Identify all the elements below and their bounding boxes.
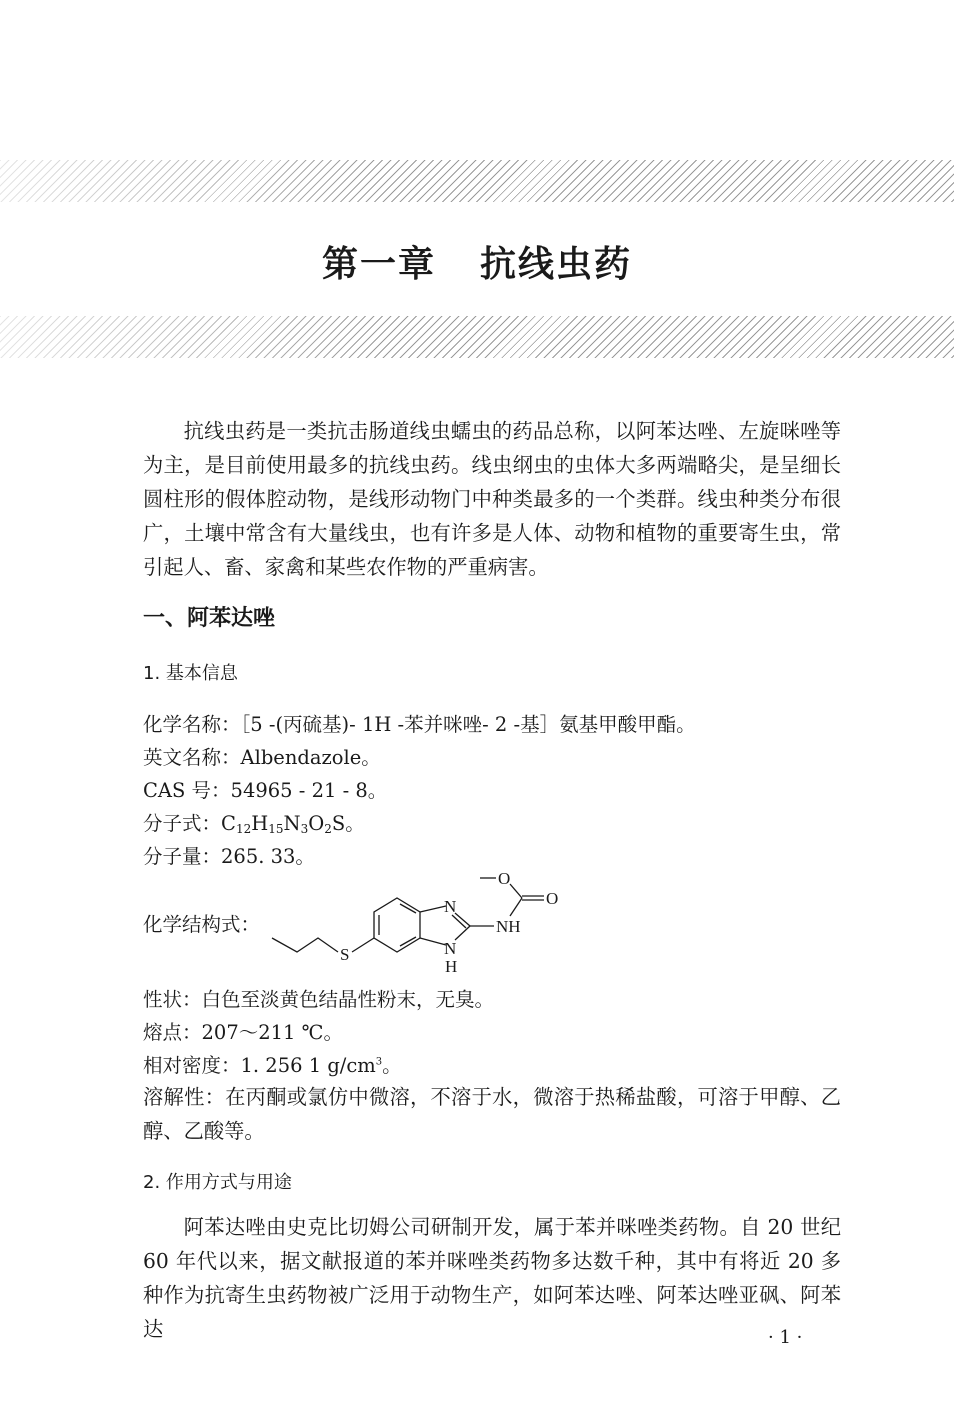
atom-h: H xyxy=(445,957,458,976)
atom-o: O xyxy=(498,869,511,888)
atom-n: N xyxy=(444,897,457,916)
usage-paragraph: 阿苯达唑由史克比切姆公司研制开发，属于苯并咪唑类药物。自 20 世纪 60 年代以来，据文献报道的苯并咪唑类药物多达数千种，其中有将近 20 多种作为抗寄生虫药物被广泛用于动物生产，如阿苯达唑、阿苯达唑亚砜、阿苯达 xyxy=(143,1215,841,1341)
molecular-formula xyxy=(143,808,365,836)
subsection-heading-basic-info: 1. 基本信息 xyxy=(143,663,238,684)
intro-paragraph: 抗线虫药是一类抗击肠道线虫蠕虫的药品总称，以阿苯达唑、左旋咪唑等为主，是目前使用最多的抗线虫药。线虫纲虫的虫体大多两端略尖，是呈细长圆柱形的假体腔动物，是线形动物门中种类最多的一个类群。线虫种类分布很广，土壤中常含有大量线虫，也有许多是人体、动物和植物的重要寄生虫，常引起人、畜、家禽和某些农作物的严重病害。 xyxy=(143,419,841,579)
f: C xyxy=(221,812,236,835)
molecular-weight: 分子量：265. 33。 xyxy=(143,845,315,868)
chapter-title xyxy=(0,236,954,287)
section-heading: 一、阿苯达唑 xyxy=(143,606,276,631)
decorative-hatch-band-top xyxy=(0,160,954,202)
atom-nh: NH xyxy=(496,917,521,936)
density xyxy=(143,1050,402,1078)
f: 15 xyxy=(268,822,284,836)
subsection-heading-usage: 2. 作用方式与用途 xyxy=(143,1172,292,1193)
appearance: 性状：白色至淡黄色结晶性粉末，无臭。 xyxy=(143,988,495,1011)
f: S。 xyxy=(331,812,365,835)
page-number: · 1 · xyxy=(768,1327,803,1348)
f: 12 xyxy=(235,822,252,836)
density-unit-exponent: 3 xyxy=(375,1056,383,1068)
chemical-name: 化学名称：［5 -(丙硫基)- 1H -苯并咪唑- 2 -基］氨基甲酸甲酯。 xyxy=(143,713,696,736)
atom-n: N xyxy=(444,939,457,958)
cas-number: CAS 号：54965 - 21 - 8。 xyxy=(143,779,388,802)
chapter-name: 抗线虫药 xyxy=(480,244,633,285)
f: 2 xyxy=(324,822,332,836)
density-value: 相对密度：1. 256 1 g/cm xyxy=(143,1054,376,1077)
atom-s: S xyxy=(340,945,350,964)
decorative-hatch-band-bottom xyxy=(0,316,954,358)
chapter-number: 第一章 xyxy=(321,244,436,285)
f: N xyxy=(283,812,301,835)
english-name: 英文名称：Albendazole。 xyxy=(143,746,381,769)
density-end: 。 xyxy=(382,1054,402,1077)
melting-point: 熔点：207～211 ℃。 xyxy=(143,1021,343,1044)
f: 3 xyxy=(300,822,309,836)
formula-label: 分子式： xyxy=(143,812,222,835)
structure-label: 化学结构式： xyxy=(143,913,261,936)
f: O xyxy=(308,812,325,835)
solubility: 溶解性：在丙酮或氯仿中微溶，不溶于水，微溶于热稀盐酸，可溶于甲醇、乙醇、乙酸等。 xyxy=(143,1085,841,1143)
f: H xyxy=(251,812,269,835)
atom-o: O xyxy=(546,889,559,908)
chemical-structure-diagram xyxy=(262,868,572,983)
